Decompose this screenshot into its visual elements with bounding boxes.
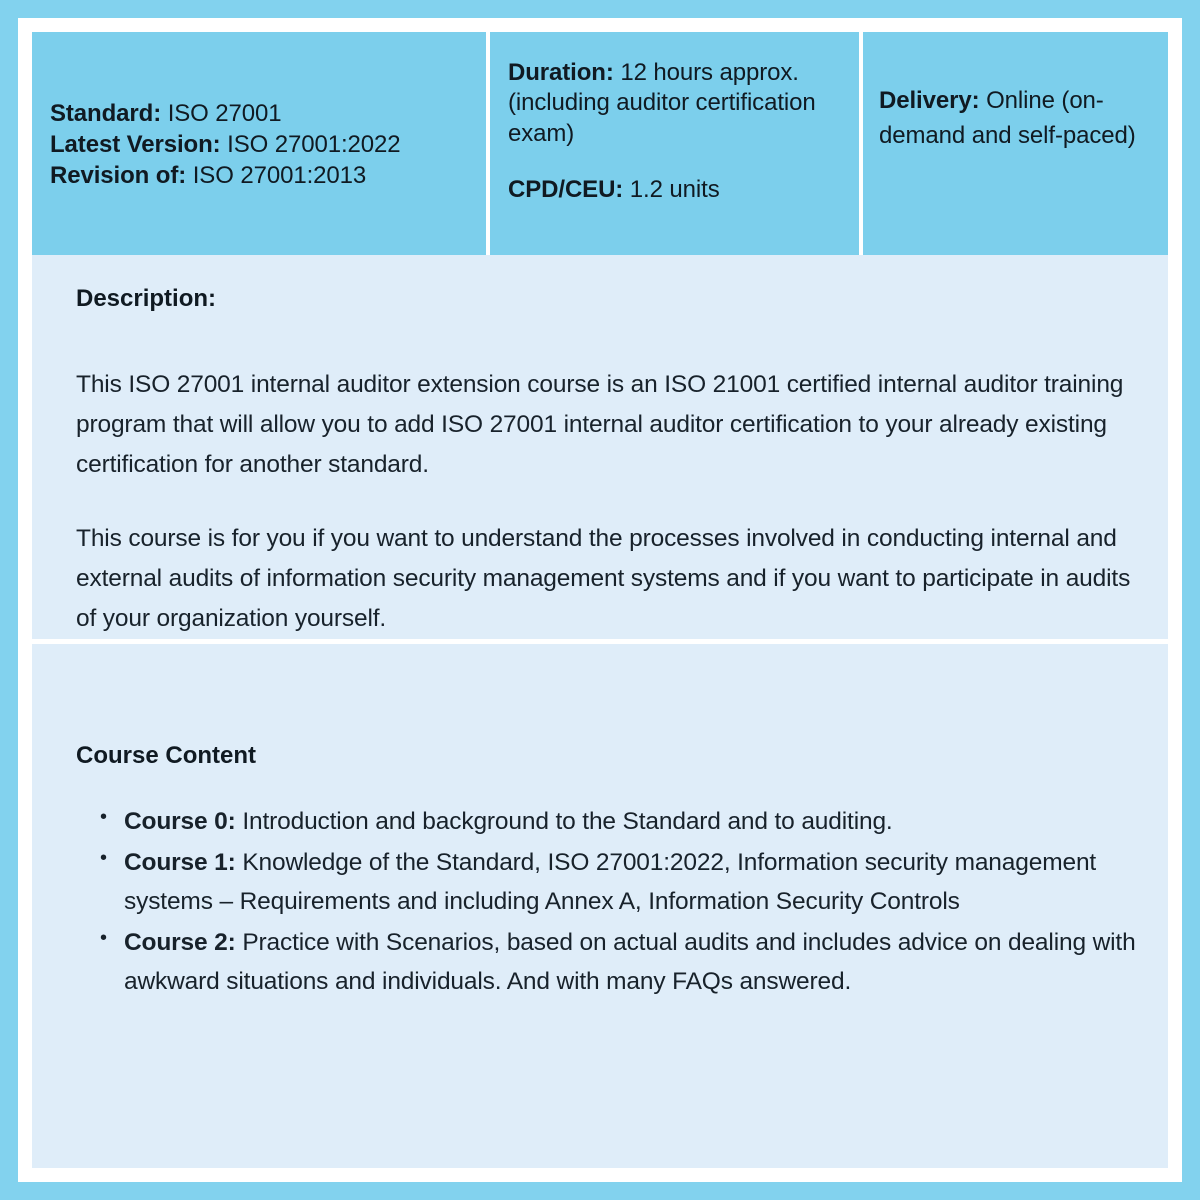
course-item-text: Introduction and background to the Standard and to auditing.	[242, 807, 893, 835]
delivery-line	[879, 84, 1154, 154]
description-paragraph-2: This course is for you if you want to understand the processes involved in conducting internal and external audits of information security management systems and if you want to participate in audits of your organization yourself.	[76, 524, 1131, 632]
duration-value: 12 hours approx. (including auditor certification exam)	[508, 59, 816, 147]
list-item	[124, 923, 1142, 1001]
page-frame	[18, 18, 1182, 1182]
cpd-ceu-line	[508, 175, 845, 205]
course-content-heading: Course Content	[76, 741, 256, 769]
revision-of-line	[50, 161, 472, 192]
description-heading: Description:	[76, 285, 217, 312]
course-item-label: Course 1:	[124, 848, 236, 876]
standard-label: Standard:	[50, 100, 162, 128]
standard-value: ISO 27001	[167, 100, 282, 128]
spec-table	[32, 32, 1168, 255]
course-item-label: Course 2:	[124, 929, 236, 957]
course-item-text: Practice with Scenarios, based on actual audits and includes advice on dealing with awkward situations and individuals. And with many FAQs answered.	[124, 929, 1136, 996]
standard-line	[50, 99, 472, 130]
standard-cell	[32, 32, 486, 255]
delivery-label: Delivery:	[879, 87, 980, 114]
course-content-section	[32, 644, 1168, 1168]
duration-cell	[490, 32, 859, 255]
latest-version-label: Latest Version:	[50, 131, 221, 159]
list-item	[124, 802, 1142, 841]
delivery-value: Online (on-demand and self-paced)	[879, 87, 1136, 149]
course-content-list	[46, 802, 1142, 1002]
revision-of-value: ISO 27001:2013	[192, 161, 367, 189]
course-item-text: Knowledge of the Standard, ISO 27001:2022, Information security management systems – Requirements and including Annex A, Information Security Controls	[124, 848, 1097, 915]
course-item-label: Course 0:	[124, 807, 236, 835]
duration-line	[508, 58, 845, 149]
cpd-ceu-label: CPD/CEU:	[508, 176, 624, 204]
latest-version-line	[50, 130, 472, 161]
duration-label: Duration:	[508, 59, 614, 86]
revision-of-label: Revision of:	[50, 161, 187, 189]
course-info-card	[32, 32, 1168, 1168]
list-item	[124, 843, 1142, 921]
latest-version-value: ISO 27001:2022	[227, 131, 401, 159]
description-section	[32, 255, 1168, 644]
delivery-cell	[863, 32, 1168, 255]
cpd-ceu-value: 1.2 units	[629, 176, 720, 204]
description-paragraph-1: This ISO 27001 internal auditor extension course is an ISO 21001 certified internal auditor training program that will allow you to add ISO 27001 internal auditor certification to your already existing certification for another standard.	[76, 371, 1124, 478]
spacer	[508, 149, 845, 175]
